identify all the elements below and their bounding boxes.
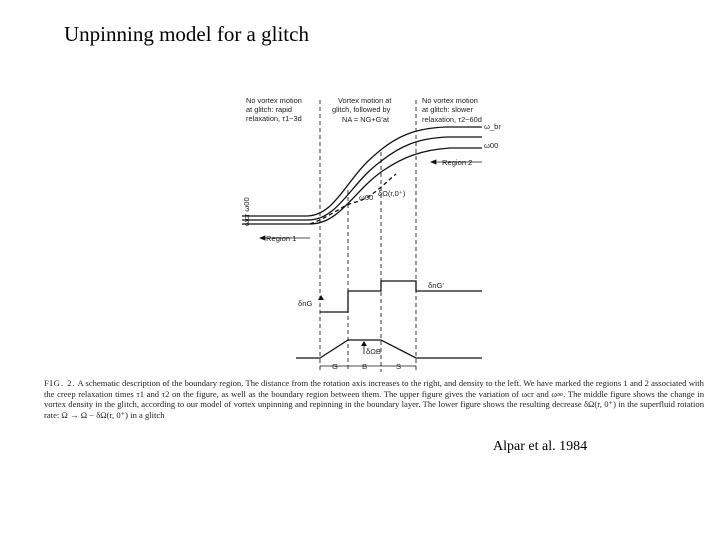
annotation-col3-line2: at glitch: slower <box>422 105 473 114</box>
omega-00-curve <box>242 137 482 220</box>
label-delta-omega: δΩ(r,0⁺) <box>378 189 406 198</box>
label-region-1: Region 1 <box>266 234 297 243</box>
figure-caption <box>44 378 704 420</box>
delta-omega-b-arrow-icon <box>361 341 367 346</box>
label-delta-n-g-right: δnG' <box>428 281 444 290</box>
annotation-col1-line3: relaxation, τ1~3d <box>246 114 302 123</box>
label-omega-br: ω_br <box>484 122 501 131</box>
citation: Alpar et al. 1984 <box>493 439 588 454</box>
omega-br-curve <box>242 127 482 216</box>
annotation-col2-line3: NA = NG+G'at <box>342 115 390 124</box>
label-omega-00-right: ω00 <box>484 141 499 150</box>
label-seg-g: G <box>332 362 338 371</box>
region-2-arrow-head <box>431 160 436 164</box>
annotation-col2-line2: glitch, followed by <box>332 105 391 114</box>
upper-curves <box>242 127 482 224</box>
label-seg-s: S <box>396 362 402 371</box>
annotation-col3-line3: relaxation, τ2~60d <box>422 115 482 124</box>
delta-omega-profile <box>296 340 482 358</box>
label-region-2: Region 2 <box>442 158 473 167</box>
lower-trapezoid-graph <box>296 340 482 358</box>
slide-title: Unpinning model for a glitch <box>64 22 309 46</box>
middle-step-graph <box>320 281 482 312</box>
figure-svg <box>236 92 516 377</box>
label-seg-b: B <box>362 362 368 371</box>
region-dividers <box>320 100 416 372</box>
annotation-col1-line1: No vortex motion <box>246 96 302 105</box>
label-omega-left: ωcr ω00 <box>242 197 251 226</box>
delta-n-arrow-icon <box>318 295 324 300</box>
annotation-col3-line1: No vortex motion <box>422 96 478 105</box>
label-omega-00-mid: ω00 <box>359 193 374 202</box>
caption-label: FIG. 2. <box>44 378 76 388</box>
annotation-col1-line2: at glitch: rapid <box>246 105 293 114</box>
label-delta-n-g-left: δnG <box>298 299 313 308</box>
region-1-arrow-head <box>260 236 265 240</box>
boundary-region-figure <box>236 92 516 377</box>
annotation-col2-line1: Vortex motion at <box>338 96 392 105</box>
label-delta-omega-b: δΩB <box>366 347 381 356</box>
caption-text: A schematic description of the boundary region. The distance from the rotation axis increases to the right, and density to the left. We have marked the regions 1 and 2 associated with the creep relaxation times τ1 and τ2 on the figure, as well as the boundary region between them. The upper figure gives the variation of ωcr and ω∞. The middle figure shows the change in vortex density in the glitch, according to our model of vortex unpinning and repinning in the boundary layer. The lower figure shows the resulting decrease δΩ(r, 0⁺) in the superfluid rotation rate: Ω → Ω − δΩ(r, 0⁺) in a glitch <box>44 378 704 420</box>
density-step-line <box>320 281 482 312</box>
